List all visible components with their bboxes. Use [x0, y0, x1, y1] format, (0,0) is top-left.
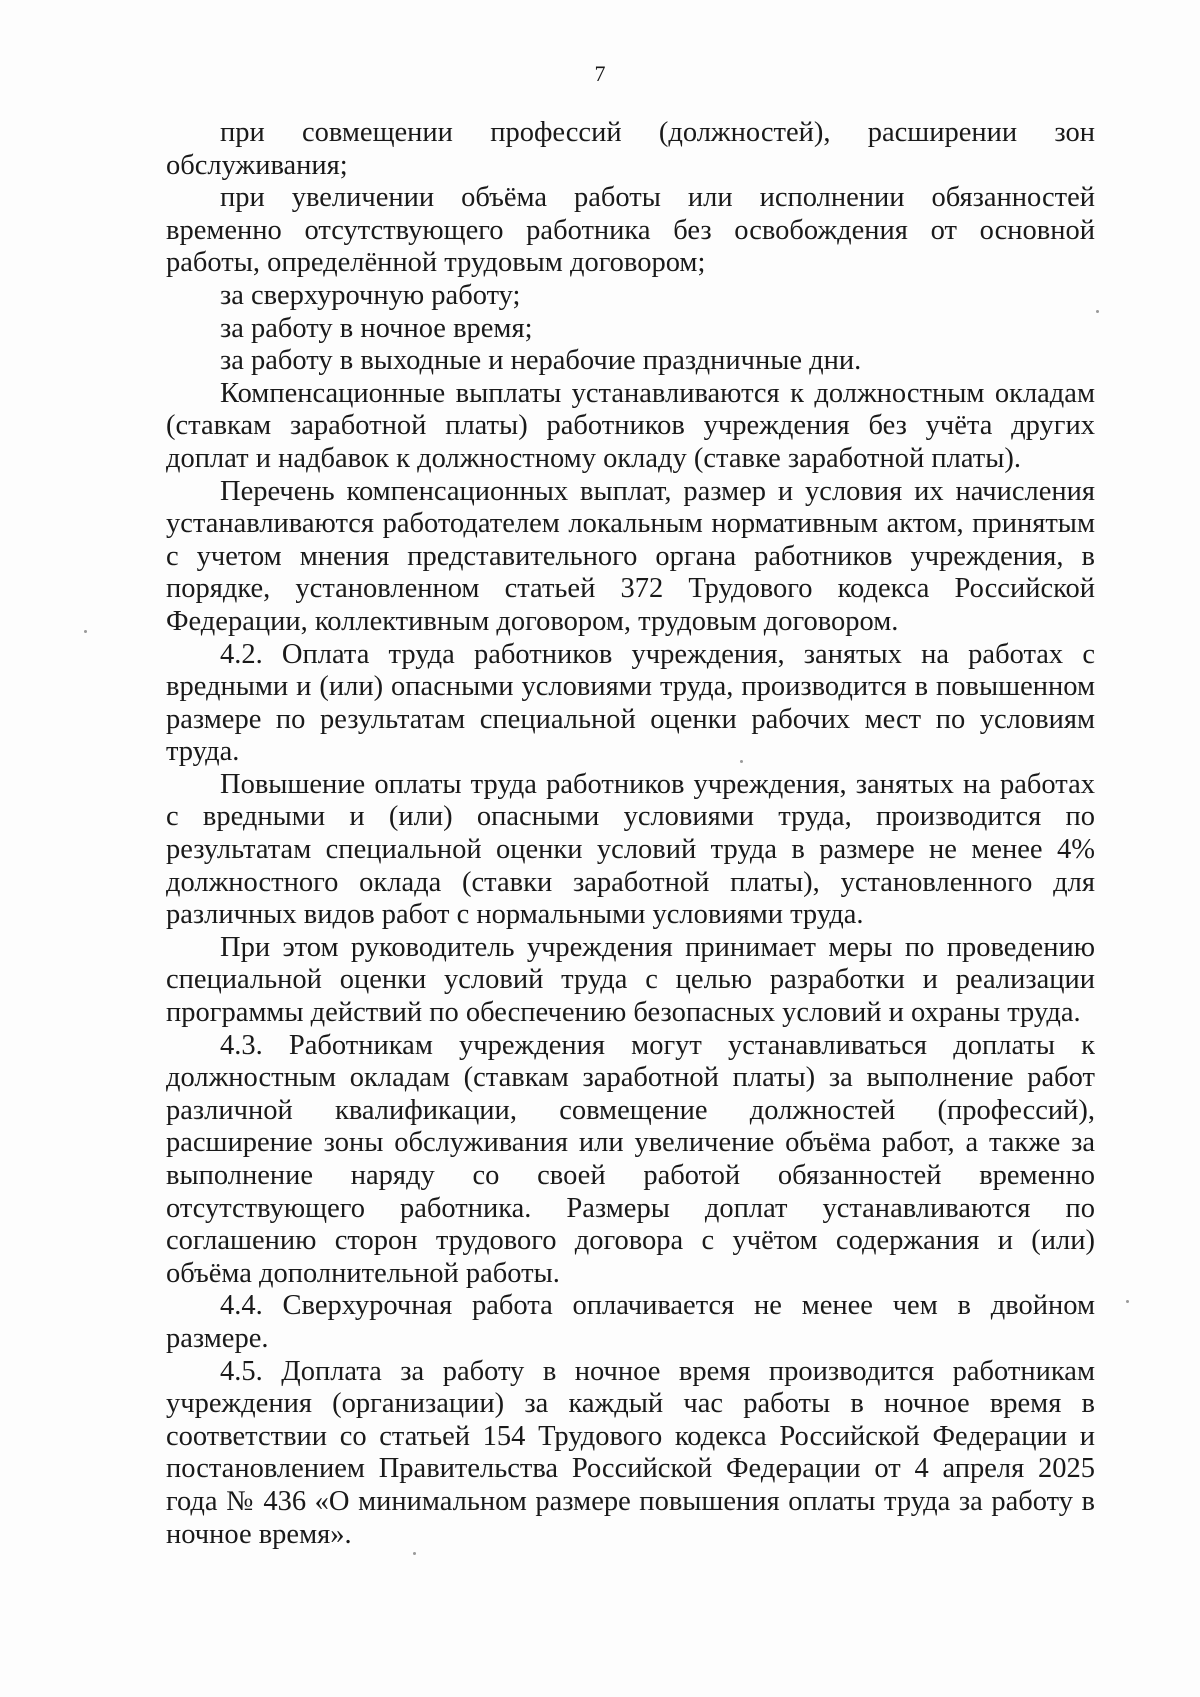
- paragraph: за сверхурочную работу;: [220, 279, 521, 311]
- paragraph: за работу в выходные и нерабочие праздничные дни.: [220, 345, 862, 377]
- scan-speck: [413, 1552, 416, 1555]
- paragraph: при совмещении профессий (должностей), расширении зон обслуживания;: [166, 117, 1095, 181]
- scan-speck: [740, 760, 743, 763]
- document-body: [166, 117, 1095, 1551]
- scan-speck: [84, 630, 87, 633]
- paragraph: 4.3. Работникам учреждения могут устанавливаться доплаты к должностным окладам (ставкам заработной платы) за выполнение работ различной квалификации, совмещение должностей (профессий), расширение зоны обслуживания или увеличение объёма работ, а также за выполнение наряду со своей работой обязанностей временно отсутствующего работника. Размеры доплат устанавливаются по соглашению сторон трудового договора с учётом содержания и (или) объёма дополнительной работы.: [166, 1029, 1095, 1289]
- scan-speck: [1096, 310, 1099, 313]
- paragraph: при увеличении объёма работы или исполнении обязанностей временно отсутствующего работника без освобождения от основной работы, определённой трудовым договором;: [166, 182, 1095, 279]
- paragraph: Повышение оплаты труда работников учреждения, занятых на работах с вредными и (или) опасными условиями труда, производится по результатам специальной оценки условий труда в размере не менее 4% должностного оклада (ставки заработной платы), установленного для различных видов работ с нормальными условиями труда.: [166, 768, 1095, 931]
- paragraph: за работу в ночное время;: [220, 312, 533, 344]
- page-number: 7: [594, 61, 606, 86]
- paragraph: Компенсационные выплаты устанавливаются к должностным окладам (ставкам заработной платы) работников учреждения без учёта других доплат и надбавок к должностному окладу (ставке заработной платы).: [166, 377, 1095, 474]
- paragraph: 4.2. Оплата труда работников учреждения, занятых на работах с вредными и (или) опасными условиями труда, производится в повышенном размере по результатам специальной оценки рабочих мест по условиям труда.: [166, 638, 1095, 768]
- paragraph: При этом руководитель учреждения принимает меры по проведению специальной оценки условий труда с целью разработки и реализации программы действий по обеспечению безопасных условий и охраны труда.: [166, 931, 1095, 1029]
- paragraph: 4.4. Сверхурочная работа оплачивается не менее чем в двойном размере.: [166, 1290, 1095, 1354]
- paragraph: Перечень компенсационных выплат, размер и условия их начисления устанавливаются работодателем локальным нормативным актом, принятым с учетом мнения представительного органа работников учреждения, в порядке, установленном статьей 372 Трудового кодекса Российской Федерации, коллективным договором, трудовым договором.: [166, 475, 1095, 637]
- paragraph: 4.5. Доплата за работу в ночное время производится работникам учреждения (организации) за каждый час работы в ночное время в соответствии со статьей 154 Трудового кодекса Российской Федерации и постановлением Правительства Российской Федерации от 4 апреля 2025 года № 436 «О минимальном размере повышения оплаты труда за работу в ночное время».: [166, 1355, 1095, 1550]
- scan-speck: [1126, 1300, 1129, 1303]
